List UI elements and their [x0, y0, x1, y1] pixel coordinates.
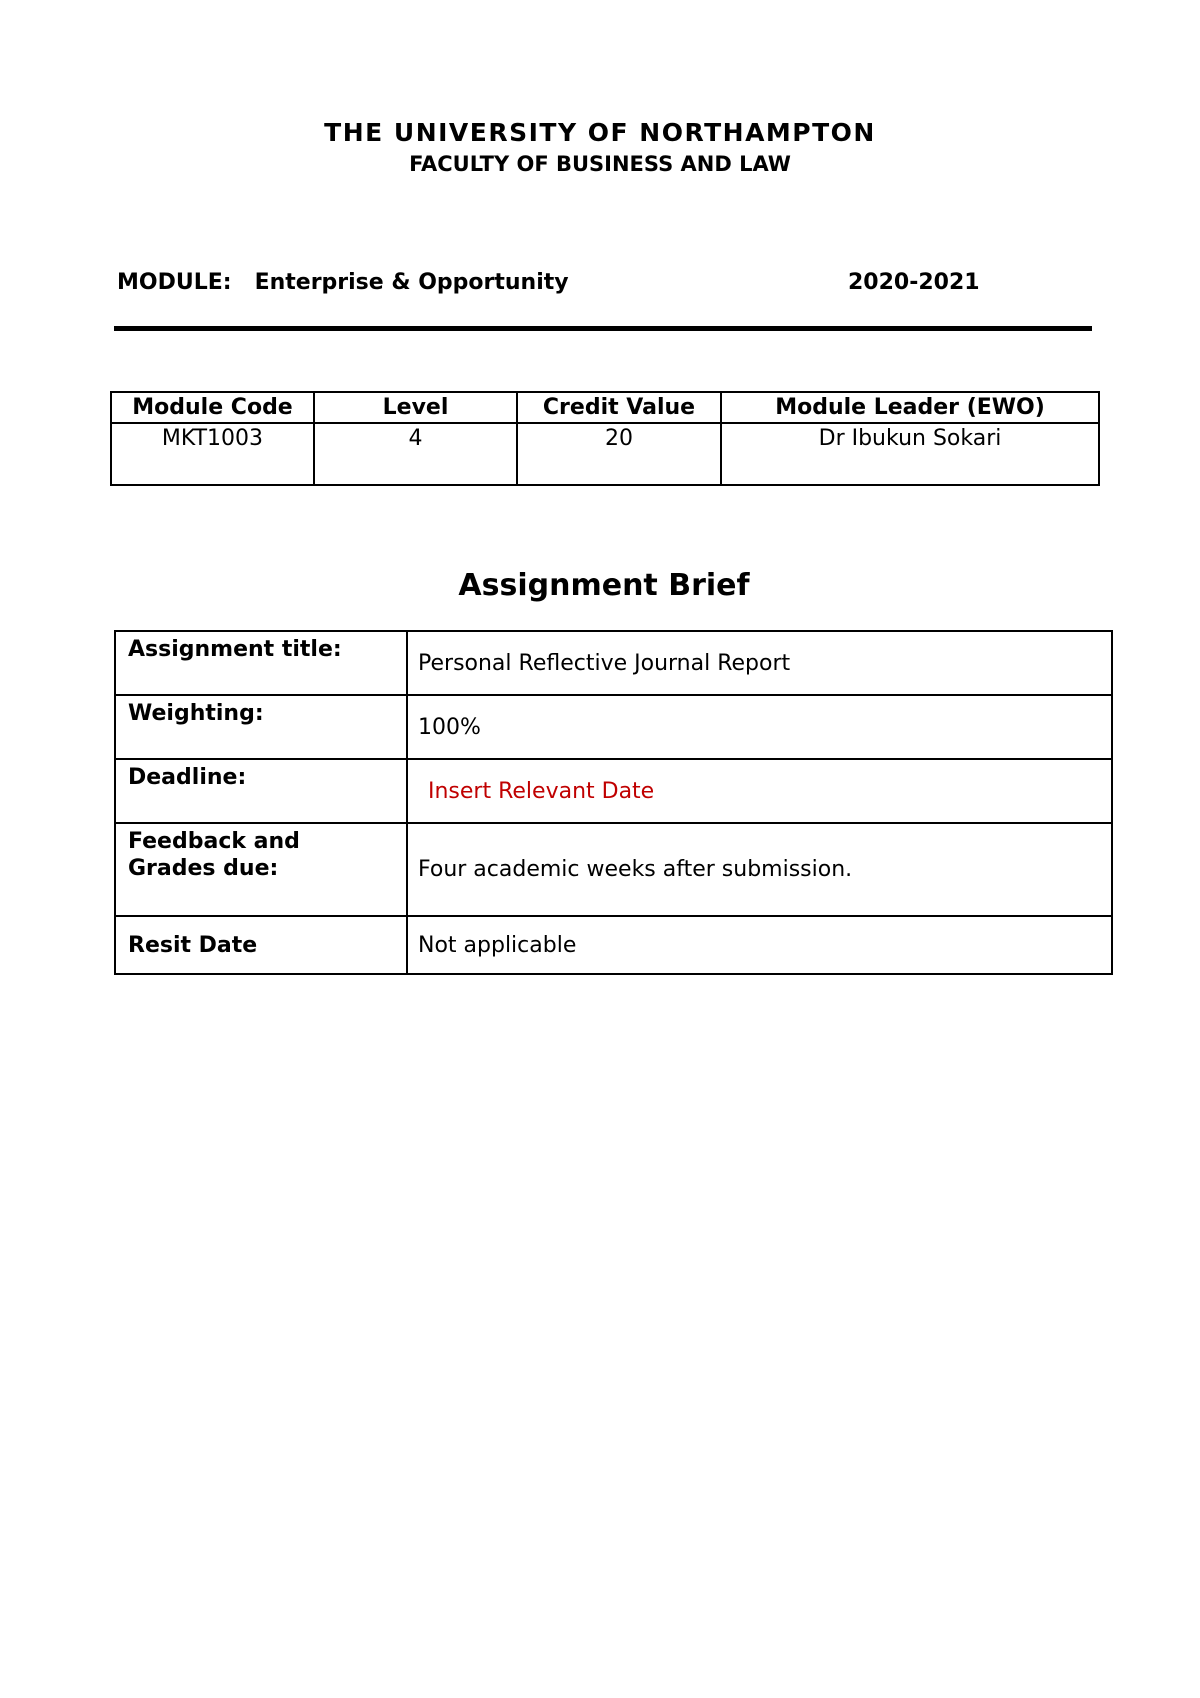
row-label: Weighting: — [115, 695, 407, 759]
value-level: 4 — [314, 423, 517, 485]
row-label-line2: Grades due: — [128, 856, 279, 881]
row-value: Not applicable — [407, 916, 1112, 974]
header-credit-value: Credit Value — [517, 392, 721, 423]
header-level: Level — [314, 392, 517, 423]
module-info-table — [110, 391, 1100, 486]
module-label: MODULE: — [117, 270, 232, 295]
academic-year: 2020-2021 — [848, 270, 980, 295]
header-module-leader: Module Leader (EWO) — [721, 392, 1099, 423]
row-label-line1: Feedback and — [128, 829, 300, 854]
module-info-value-row — [111, 423, 1099, 485]
value-credit-value: 20 — [517, 423, 721, 485]
row-value-cell — [407, 759, 1112, 823]
module-name: Enterprise & Opportunity — [254, 270, 569, 295]
table-row — [115, 631, 1112, 695]
row-label: Resit Date — [115, 916, 407, 974]
table-row — [115, 759, 1112, 823]
row-value: 100% — [407, 695, 1112, 759]
assignment-brief-table — [114, 630, 1113, 975]
module-info-header-row — [111, 392, 1099, 423]
horizontal-rule — [114, 326, 1092, 331]
row-value: Personal Reflective Journal Report — [407, 631, 1112, 695]
faculty-title: FACULTY OF BUSINESS AND LAW — [409, 152, 791, 176]
value-module-code: MKT1003 — [111, 423, 314, 485]
table-row — [115, 823, 1112, 916]
module-line — [117, 270, 569, 295]
assignment-brief-title: Assignment Brief — [458, 568, 750, 603]
row-label: Assignment title: — [115, 631, 407, 695]
deadline-value: Insert Relevant Date — [428, 778, 655, 804]
university-title: THE UNIVERSITY OF NORTHAMPTON — [324, 118, 876, 147]
table-row — [115, 916, 1112, 974]
row-label — [115, 823, 407, 916]
table-row — [115, 695, 1112, 759]
row-label: Deadline: — [115, 759, 407, 823]
header-module-code: Module Code — [111, 392, 314, 423]
row-value: Four academic weeks after submission. — [407, 823, 1112, 916]
value-module-leader: Dr Ibukun Sokari — [721, 423, 1099, 485]
